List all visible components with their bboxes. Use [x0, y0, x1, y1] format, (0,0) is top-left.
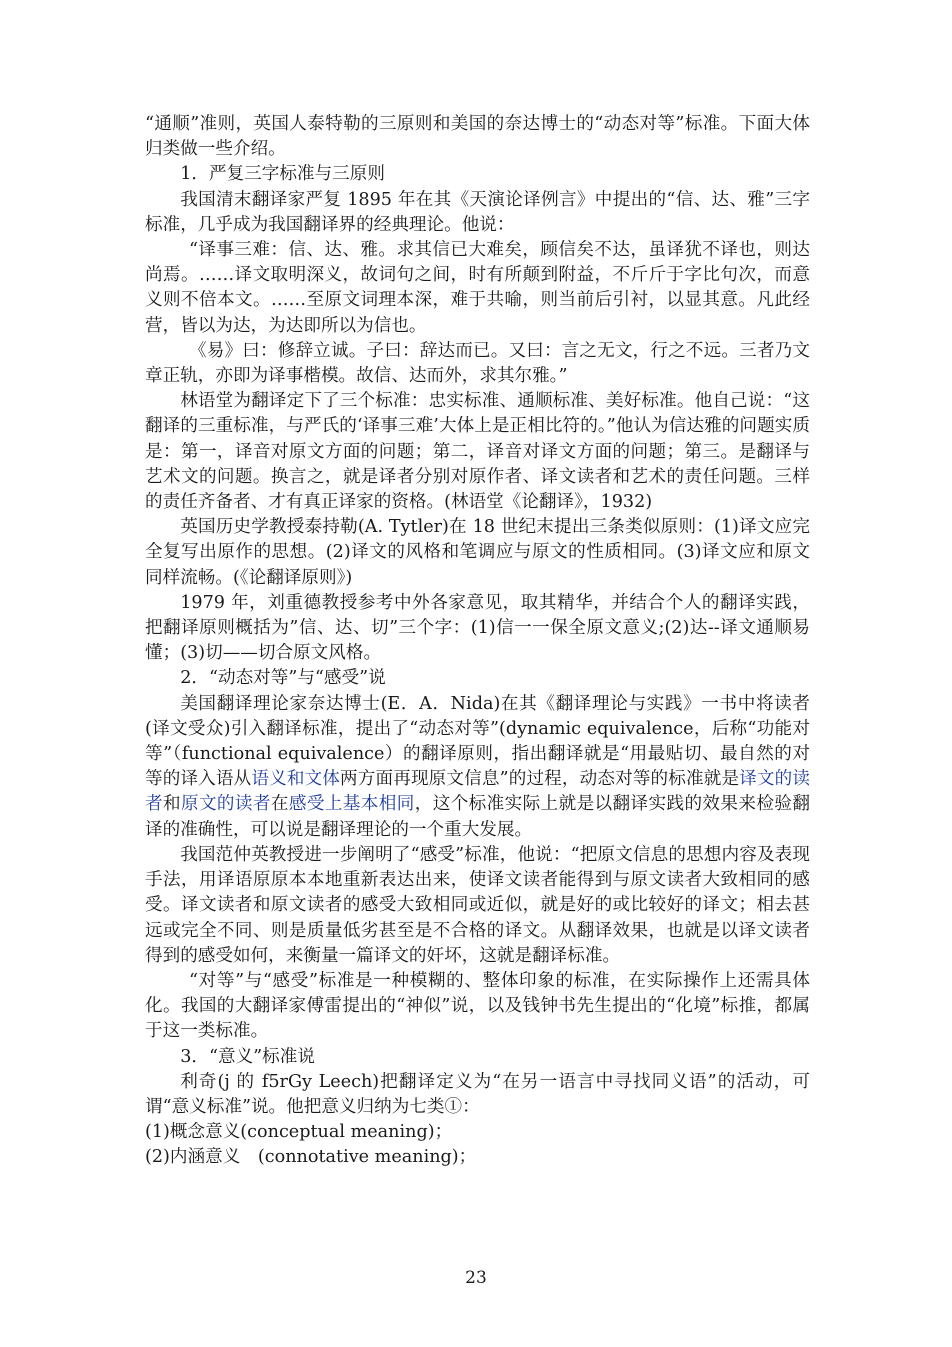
- text-run: 英国历史学教授泰持勒(A. Tytler)在 18 世纪末提出三条类似原则：(1)译文应完全复写出原作的思想。(2)译文的风格和笔调应与原文的性质相同。(3)译文应和原文同样流畅。(《论翻译原则》): [145, 517, 810, 588]
- paragraph: [145, 188, 810, 238]
- paragraph: [145, 969, 810, 1045]
- text-run: (2)内涵意义 (connotative meaning)；: [145, 1147, 477, 1168]
- text-run: “通顺”准则，英国人泰特勒的三原则和美国的奈达博士的“动态对等”标准。下面大体归类做一些介绍。: [145, 114, 810, 160]
- text-run: 《易》曰：修辞立诚。子曰：辞达而已。又曰：言之无文，行之不远。三者乃文章正轨，亦即为译事楷模。故信、达而外，求其尔雅。”: [145, 340, 810, 387]
- paragraph: [145, 666, 810, 691]
- paragraph: [145, 389, 810, 515]
- paragraph: [145, 162, 810, 187]
- text-run: 1979 年，刘重德教授参考中外各家意见，取其精华，并结合个人的翻译实践，把翻译原则概括为”信、达、切”三个字：(1)信一一保全原文意义;(2)达--译文通顺易懂；(3)切——切合原文风格。: [145, 592, 810, 664]
- text-run: 美国翻译理论家奈达博士(E．A．Nida)在其《翻译理论与实践》一书中将读者(译文受众)引入翻译标准，提出了“动态对等”(dynamic equivalence，后称“功能对等”（functional equivalence）的翻译原则，指出翻译就是“用最贴切、最自然的对等的译入语从: [145, 693, 810, 790]
- text-run: 两方面再现原文信息”的过程，动态对等的标准就是: [340, 769, 740, 790]
- text-run: 林语堂为翻译定下了三个标准：忠实标准、通顺标准、美好标准。他自己说：“这翻译的三重标准，与严氏的‘译事三难’大体上是正相比符的。”他认为信达雅的问题实质是：第一，译音对原文方面的问题；第二，译音对译文方面的问题；第三。是翻译与艺术文的问题。换言之，就是译者分别对原作者、译文读者和艺术的责任问题。三样的责任齐备者、才有真正译家的资格。(林语堂《论翻译》，1932): [145, 391, 810, 513]
- highlighted-term: 译文的读者: [145, 769, 810, 815]
- document-body: [145, 112, 810, 1171]
- text-run: “译事三难：信、达、雅。求其信已大难矣，顾信矣不达，虽译犹不译也，则达尚焉。……译文取明深义，故词句之间，时有所颠到附益，不斤斤于字比句次，而意义则不倍本文。……至原文词理本深，难于共喻，则当前后引衬，以显其意。凡此经营，皆以为达，为达即所以为信也。: [145, 240, 810, 336]
- paragraph: [145, 515, 810, 591]
- highlighted-term: 语义和文体: [251, 769, 341, 790]
- text-run: 在: [270, 794, 289, 815]
- text-run: 3．“意义”标准说: [180, 1046, 315, 1067]
- paragraph: [145, 112, 810, 162]
- text-run: 和: [162, 794, 181, 815]
- text-run: 我国清末翻译家严复 1895 年在其《天演论译例言》中提出的“信、达、雅”三字标准，几乎成为我国翻译界的经典理论。他说：: [145, 189, 810, 235]
- text-run: ，这个标准实际上就是以翻译实践的效果来检验翻译的准确性，可以说是翻译理论的一个重大发展。: [145, 794, 810, 840]
- text-run: 1．严复三字标准与三原则: [180, 164, 385, 185]
- paragraph: [145, 1145, 810, 1170]
- highlighted-term: 感受上基本相同: [288, 794, 415, 815]
- text-run: “对等”与“感受”标准是一种模糊的、整体印象的标准，在实际操作上还需具体化。我国的大翻译家傅雷提出的“神似”说，以及钱钟书先生提出的“化境”标推，都属于这一类标准。: [145, 970, 810, 1042]
- paragraph: [145, 692, 810, 843]
- text-run: 利奇(j 的 f5rGy Leech)把翻译定义为“在另一语言中寻找同义语”的活动，可谓“意义标准”说。他把意义归纳为七类①：: [145, 1071, 810, 1117]
- paragraph: [145, 238, 810, 339]
- paragraph: [145, 339, 810, 389]
- paragraph: [145, 843, 810, 969]
- paragraph: [145, 1070, 810, 1120]
- paragraph: [145, 1120, 810, 1145]
- text-run: 2．“动态对等”与“感受”说: [180, 668, 386, 689]
- paragraph: [145, 591, 810, 667]
- highlighted-term: 原文的读者: [180, 794, 271, 815]
- paragraph: [145, 1045, 810, 1070]
- text-run: 我国范仲英教授进一步阐明了“感受”标准，他说：“把原文信息的思想内容及表现手法，用译语原原本本地重新表达出来，使译文读者能得到与原文读者大致相同的感受。译文读者和原文读者的感受大致相同或近似，就是好的或比较好的译文；相去甚远或完全不同、则是质量低劣甚至是不合格的译文。从翻译效果，也就是以译文读者得到的感受如何，来衡量一篇译文的奸坏，这就是翻译标准。: [145, 844, 810, 966]
- text-run: (1)概念意义(conceptual meaning)；: [145, 1122, 453, 1143]
- page-number: 23: [465, 1268, 487, 1288]
